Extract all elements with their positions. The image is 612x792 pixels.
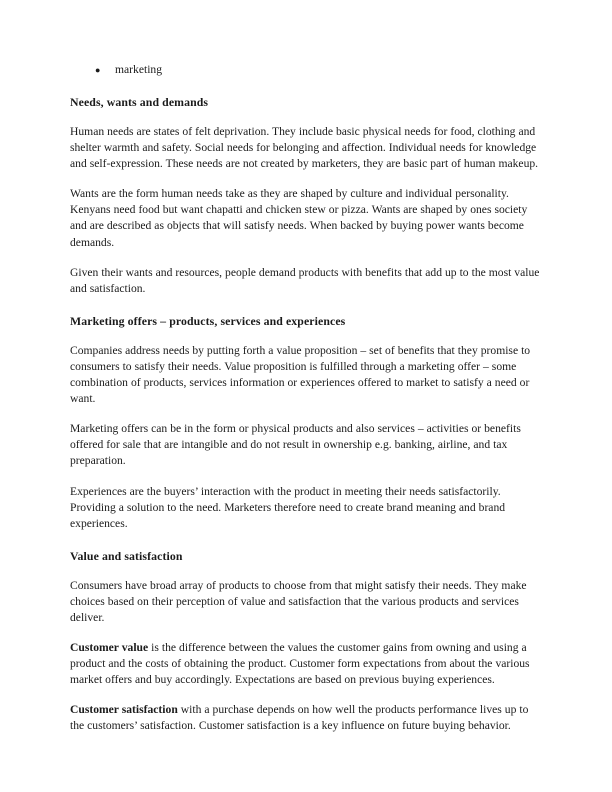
bullet-point-icon: ● <box>95 65 101 75</box>
document-body <box>70 62 542 735</box>
paragraph-experiences: Experiences are the buyers’ interaction with the product in meeting their needs satisfactorily. Providing a solution to the need. Marketers therefore need to create brand meaning and brand experiences. <box>70 484 506 530</box>
paragraph-wants: Wants are the form human needs take as they are shaped by culture and individual personality. Kenyans need food but want chapatti and chicken stew or pizza. Wants are shaped by ones society and are described as objects that will satisfy needs. When backed by buying power wants become demands. <box>70 187 528 249</box>
list-item-label: marketing <box>115 63 163 76</box>
paragraph-text-customer-satisfaction: with a purchase depends on how well the products performance lives up to the customers’ satisfaction. Customer satisfaction is a key influence on future buying behavior. <box>70 703 529 733</box>
section-heading-value-and-satisfaction: Value and satisfaction <box>70 548 183 563</box>
list-item <box>70 62 542 78</box>
bullet-list <box>70 62 542 78</box>
paragraph-demands: Given their wants and resources, people demand products with benefits that add up to the most value and satisfaction. <box>70 265 540 295</box>
paragraph-text-customer-value: is the difference between the values the customer gains from owning and using a product and the costs of obtaining the product. Customer form expectations from about the various market offers and buy accordingly. Expectations are based on previous buying experiences. <box>70 641 530 687</box>
paragraph-value-proposition: Companies address needs by putting forth a value proposition – set of benefits that they promise to consumers to satisfy their needs. Value proposition is fulfilled through a marketing offer – some combination of products, services information or experiences offered to market to satisfy a need or want. <box>70 343 531 406</box>
paragraph-lead-customer-satisfaction: Customer satisfaction <box>70 703 178 717</box>
paragraph-marketing-offers-services: Marketing offers can be in the form or physical products and also services – activities or benefits offered for sale that are intangible and do not result in ownership e.g. banking, airline, and tax preparation. <box>70 422 521 468</box>
paragraph-human-needs: Human needs are states of felt deprivation. They include basic physical needs for food, clothing and shelter warmth and safety. Social needs for belonging and affection. Individual needs for knowledge and self-expression. These needs are not created by marketers, they are basic part of human makeup. <box>70 125 539 171</box>
paragraph-consumers-choices: Consumers have broad array of products to choose from that might satisfy their needs. They make choices based on their perception of value and satisfaction that the various products and services deliver. <box>70 578 527 624</box>
section-heading-needs-wants-demands: Needs, wants and demands <box>70 95 209 109</box>
paragraph-lead-customer-value: Customer value <box>70 641 149 655</box>
paragraph-customer-value <box>70 640 542 688</box>
paragraph-customer-satisfaction <box>70 702 542 734</box>
section-heading-marketing-offers: Marketing offers – products, services and experiences <box>70 313 346 328</box>
